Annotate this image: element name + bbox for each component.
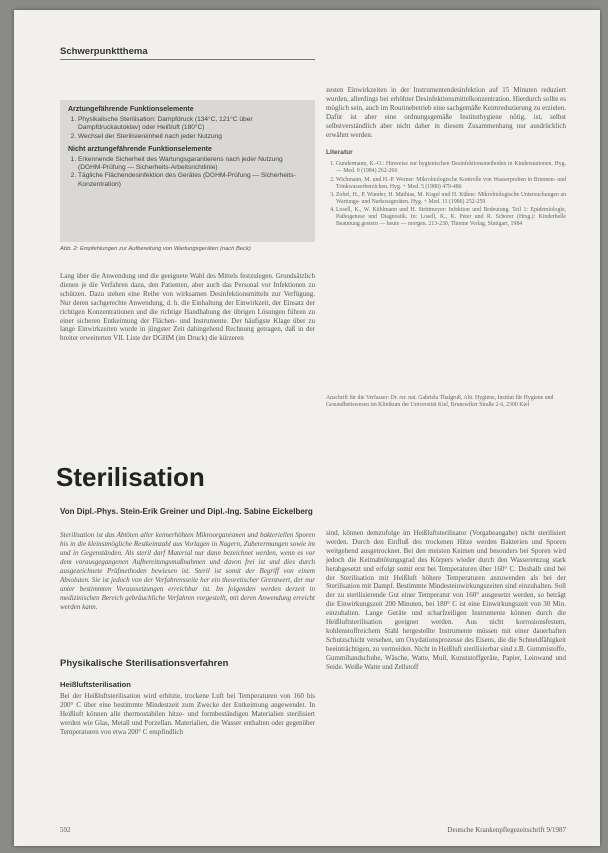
right-column-bottom bbox=[326, 529, 566, 672]
list-item: 2. Tägliche Flächendesinfektion des Gerätes (DGHM-Prüfung — Sicherheits-Konzentration) bbox=[78, 172, 307, 188]
section-heading: Physikalische Sterilisationsverfahren bbox=[60, 658, 229, 669]
page-number: 592 bbox=[60, 826, 71, 834]
left-column-bottom bbox=[60, 692, 315, 737]
literature-list bbox=[326, 161, 566, 228]
list-item: 1. Erkennende Sicherheit des Wartungsgarantierens nach jeder Nutzung (DGHM-Prüfung — Sicherheits-Arbeitsrichtlinie) bbox=[78, 156, 307, 172]
list-item: 3. Zobel, H., P. Wunder, H. Mathias, M. Kogel und H. Kühne: Mikrobiologische Untersuchungen an Wartungs- und Narkosegeräten. Hyg. + Med. 11 (1986) 252-259 bbox=[336, 192, 566, 206]
list-item: 4. Losell, K., W. Kühlmann und H. Strittmeyer: Infektion und Bedeutung. Teil 1: Epidemiologie, Pathogenese und Diagnostik. In: Losell, K., K. Peter und R. Schorer (Hrsg.): Kinderhelle Beatmung gestern — heute — morgen. 213-230, Thieme Verlag, Stuttgart, 1984 bbox=[336, 207, 566, 228]
article-abstract: Sterilisation ist das Abtöten aller keimerhöhten Mikroorganismen und bakteriellen Sporen bis in die kleinstmögliche Restkeimzahl aus Vorlagen in Nagern, Zuberermungen sowie im und in Gegenständen. Als steril darf Material nur dann bezeichnet werden, wenn es vor dem vorausgegangenen Aufbereitungsmaßnahmen und davon frei ist und dies durch ausgezeichnete Prüfmethoden bewiesen ist. Steril ist somit der Begriff von einem Absoluten. Sie ist jedoch von der Verfahrensseite her ein theoretischer Grenzwert, der nur unter bestimmten Voraussetzungen erreichbar ist. Im folgenden werden derzeit in medizinischen Bereich gebräuchliche Verfahren vorgestellt, mit deren Anwendung erreicht werden kann. bbox=[60, 531, 315, 611]
paragraph: Bei der Heißluftsterilisation wird erhitzte, trockene Luft bei Temperaturen von 160 bis 200° C über eine bestimmte Mindestzeit zum Zwecke der Entkeimung angewendet. In Heißluft können alle thermostabilen hitze- und formbeständigen Materialien sterilisiert werden wie Glas, Metall und Porzellan. Materialien, die Wasser enthalten oder gegenüber Temperaturen von etwa 200° C empfindlich bbox=[60, 692, 315, 736]
paragraph: sind, können demzufolge im Heißluftsterilisator (Vorgabeangabe) nicht sterilisiert werden. Durch den Einfluß des trockenen Hitze werden Bakterien und Sporen weitgehend ausgetrocknet. Bei den meisten Keimen und besonders bei Sporen wird jedoch die Keimabtötungsgrad des Körpers wieder durch den Wasserentzug stark herabgesetzt und erfolgt somit erst bei Temperaturen über 160° C. Deshalb sind bei der Sterilisation mit Heißluft höhere Temperaturen anzuwenden als bei der Sterilisation mit Dampf. Bestimmte Mindesteinwirkungszeiten sind einzuhalten. Soll der zu sterilisierende Gut einer Temperatur von 160° ausgesetzt werden, so beträgt die Einwirkungszeit 200 Minuten, bei 180° C ist eine Einwirkungszeit von 30 Min. einzuhalten. Lange Geräte und scharfzeiligen Instrumente können durch die Heißluftsterilisation geeignet werden. Aus nicht korrosionsfestem, kohlenstoffreichem Stahl hergestellte Instrumente müssen mit einer dauerhaften Schutzschicht versehen, um Oxydationsprozesse des Eisens, die die Schneidfähigkeit beeinträchtigen, zu vermeiden. Nicht in Heißluft sterilisierbar sind z.B. Gummistoffe, Gummihandschuhe, Wäsche, Watte, Mull, Kunststoffgeräte, Papier, Leinwand und Seide. Weiße Watte und Zellstoff bbox=[326, 529, 566, 671]
paragraph: zesten Einwirkzeiten in der Instrumentendesinfektion auf 15 Minuten reduziert wurden, allerdings bei erhöhter Desinfektionsmittelkonzentration. Hierdurch sollte es möglich sein, auch im Routinebetrieb eine sachgemäße Keimreduzierung zu erzielen. Dafür ist aber eine ordnungsgemäße Instituthygiene nötig, ist, selbst selbstverständlich aber nicht daher in diesem Zusammenhang nur ausdrücklich erwähnt werden. bbox=[326, 86, 566, 139]
box-list-2 bbox=[68, 156, 307, 189]
box-heading-1: Arztungefährende Funktionselemente bbox=[68, 106, 194, 113]
figure-caption: Abb. 2: Empfehlungen zur Aufbereitung von Wartungsgeräten (nach Beck) bbox=[60, 246, 251, 252]
left-column-top bbox=[60, 272, 315, 343]
info-box bbox=[60, 100, 315, 242]
header-rule bbox=[60, 59, 315, 60]
section-header: Schwerpunktthema bbox=[60, 46, 148, 57]
subsection-heading: Heißluftsterilisation bbox=[60, 680, 131, 689]
article-byline: Von Dipl.-Phys. Stein-Erik Greiner und Dipl.-Ing. Sabine Eickelberg bbox=[60, 507, 313, 516]
list-item: 1. Physikalische Sterilisation: Dampfdruck (134°C, 121°C über Dampfdruckautoklav) oder Heißluft (180°C) bbox=[78, 116, 307, 132]
list-item: 2. Wichmann, M. und H.-P. Werner: Mikrobiologische Kontrolle von Wasserproben in Brunnen- und Trinkwasserbereichen. Hyg. + Med. 5 (1980) 479-486 bbox=[336, 177, 566, 191]
list-item: 1. Gundermann, K.-O.: Hinweise zur hygienischen Desinfektionsmethoden in Kinderstationen. Hyg. — Med. 9 (1984) 262-266 bbox=[336, 161, 566, 175]
author-address: Anschrift für die Verfasser: Dr. rer. nat. Gabriela Thalgruß, Abt. Hygiene, Institut für Hygiene und Gesundheitswesen im Klinikum der Universität Kiel, Brunswiker Straße 2-6, 2300 Kiel bbox=[326, 395, 554, 409]
list-item: 2. Wechsel der Sterilisiereinheit nach jeder Nutzung bbox=[78, 133, 307, 141]
journal-footer: Deutsche Krankenpflegezeitschrift 9/1987 bbox=[447, 826, 566, 834]
paragraph: Lang über die Anwendung und die geeignete Wahl des Mittels festzulegen. Grundsätzlich dienen je die Verfahren dazu, den Patienten, aber auch das Personal vor Infektionen zu schützen. Dazu stehen eine Reihe von wirksamen Desinfektionsmitteln zur Verfügung. Nur deren sachgerechte Anwendung, d. h. die Einhaltung der Einwirkzeit, der Einsatz der richtigen Konzentrationen und die richtige Handhabung der übrigen Lösungen führen zu einer sicheren Entkeimung der Flächen- und Instrumente. Der häufigste Klage über zu lange Einwirkzeiten wurde in jüngster Zeit dahingehend Rechnung getragen, daß in der breiter erweiterten VII. Liste der DGHM (im Druck) die kürzeren bbox=[60, 272, 315, 343]
literature-heading: Literatur bbox=[326, 149, 353, 157]
article-title: Sterilisation bbox=[56, 462, 205, 492]
box-heading-2: Nicht arztungefährende Funktionselemente bbox=[68, 145, 212, 153]
document-page bbox=[14, 10, 600, 846]
right-column-top bbox=[326, 86, 566, 229]
box-list-1 bbox=[68, 116, 307, 141]
